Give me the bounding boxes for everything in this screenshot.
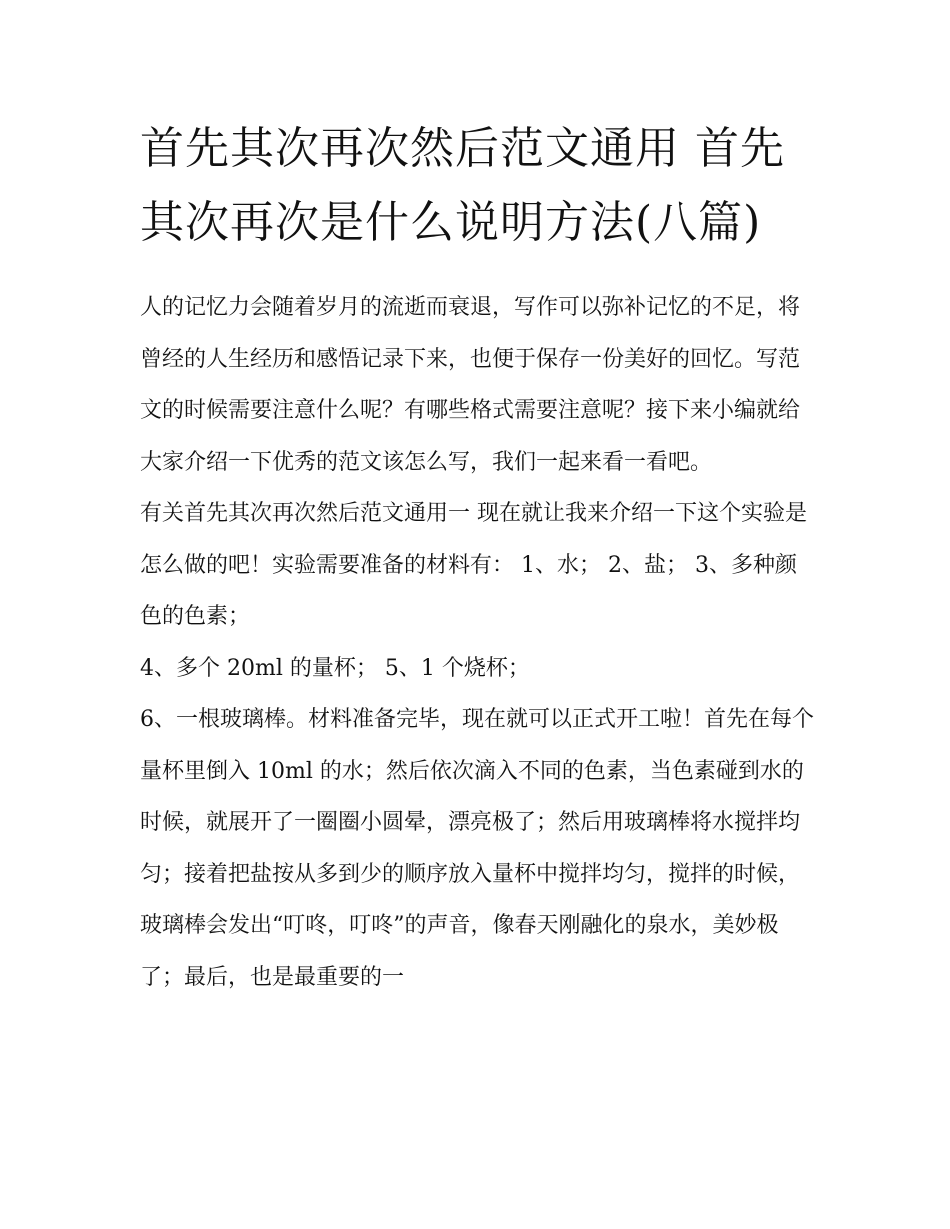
materials-paragraph: 4、多个 20ml 的量杯； 5、1 个烧杯； bbox=[140, 655, 530, 681]
experiment-intro-paragraph: 有关首先其次再次然后范文通用一 现在就让我来介绍一下这个实验是怎么做的吧！实验需要准备的材料有： 1、水； 2、盐； 3、多种颜色的色素； bbox=[140, 501, 807, 629]
document-title: 首先其次再次然后范文通用 首先其次再次是什么说明方法(八篇) bbox=[140, 123, 785, 248]
procedure-paragraph: 6、一根玻璃棒。材料准备完毕，现在就可以正式开工啦！首先在每个量杯里倒入 10ml 的水；然后依次滴入不同的色素，当色素碰到水的时候，就展开了一圈圈小圆晕，漂亮极了；然后用玻璃棒将水搅拌均匀；接着把盐按从多到少的顺序放入量杯中搅拌均匀，搅拌的时候，玻璃棒会发出“叮咚，叮咚”的声音，像春天刚融化的泉水，美妙极了；最后，也是最重要的一 bbox=[140, 707, 814, 990]
document-content bbox=[140, 112, 815, 1003]
intro-paragraph: 人的记忆力会随着岁月的流逝而衰退，写作可以弥补记忆的不足，将曾经的人生经历和感悟记录下来，也便于保存一份美好的回忆。写范文的时候需要注意什么呢？有哪些格式需要注意呢？接下来小编就给大家介绍一下优秀的范文该怎么写，我们一起来看一看吧。 bbox=[140, 295, 801, 475]
